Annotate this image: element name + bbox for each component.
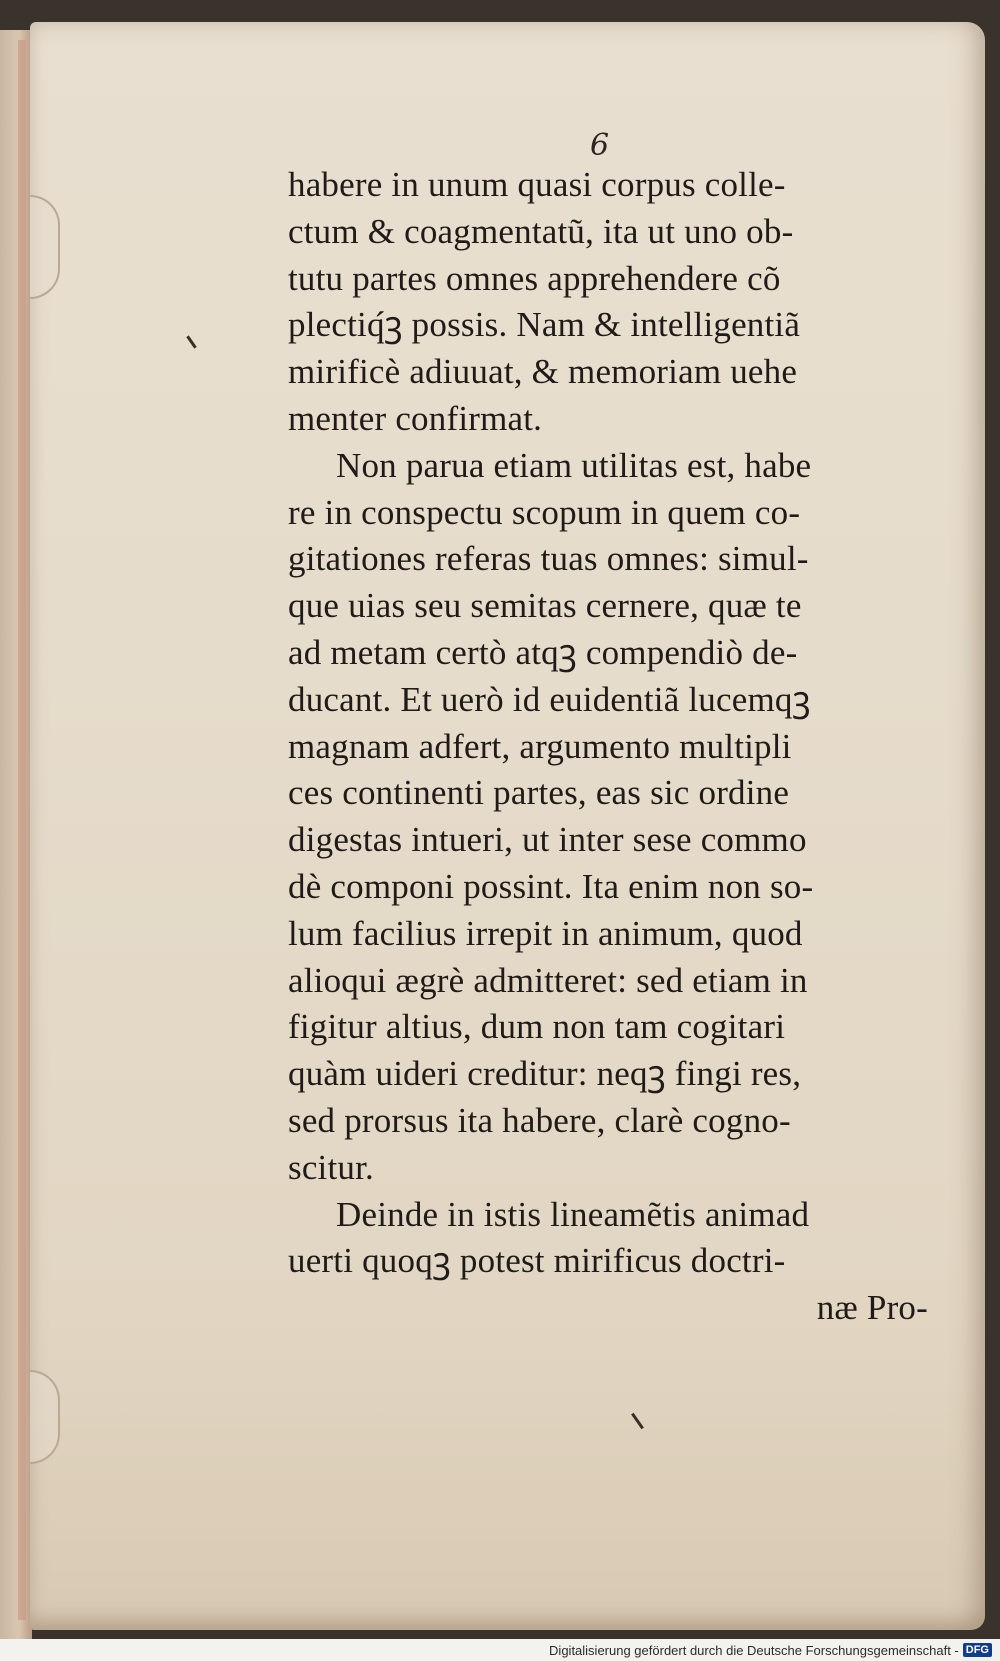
text-line: uerti quoqꝫ potest mirificus doctri-	[288, 1241, 786, 1281]
text-line: ces continenti partes, eas sic ordine	[288, 773, 790, 813]
catchword-line: næ Pro-	[816, 1288, 928, 1328]
folio-number: 6	[590, 128, 610, 163]
text-line: ducant. Et uerò id euidentiã lucemqꝫ	[288, 679, 811, 719]
text-line: que uias seu semitas cernere, quæ te	[288, 586, 802, 626]
text-line: digestas intueri, ut inter sese commo	[288, 820, 807, 860]
digitization-footer	[0, 1639, 1000, 1661]
footer-text: Digitalisierung gefördert durch die Deutsche Forschungsgemeinschaft -	[549, 1642, 959, 1658]
text-line: quàm uideri creditur: neqꝫ fingi res,	[288, 1054, 802, 1094]
text-line: mirificè adiuuat, & memoriam uehe	[288, 352, 798, 392]
text-line: sed prorsus ita habere, clarè cogno-	[288, 1100, 791, 1140]
dfg-logo: DFG	[963, 1643, 992, 1657]
text-line: figitur altius, dum non tam cogitari	[288, 1007, 786, 1047]
text-line: dè componi possint. Ita enim non so-	[288, 866, 814, 906]
paragraph-start-line: Deinde in istis lineamẽtis animad	[336, 1194, 810, 1234]
body-text	[288, 162, 938, 1332]
text-line: menter confirmat.	[288, 398, 543, 438]
text-line: tutu partes omnes apprehendere cõ	[288, 258, 781, 298]
text-line: ctum & coagmentatũ, ita ut uno ob-	[288, 211, 794, 251]
text-line: plectiq́ꝫ possis. Nam & intelligentiã	[288, 305, 801, 345]
text-line: magnam adfert, argumento multipli	[288, 726, 792, 766]
previous-leaf-edge	[0, 30, 32, 1640]
text-line: lum facilius irrepit in animum, quod	[288, 913, 803, 953]
text-line: alioqui ægrè admitteret: sed etiam in	[288, 960, 808, 1000]
text-line: ad metam certò atqꝫ compendiò de-	[288, 632, 798, 672]
text-line: habere in unum quasi corpus colle-	[288, 165, 786, 204]
text-line: gitationes referas tuas omnes: simul-	[288, 539, 809, 579]
leaf-edge-stain	[18, 40, 26, 1620]
page-clip-top	[30, 195, 60, 299]
text-line: scitur.	[288, 1147, 374, 1187]
paragraph-start-line: Non parua etiam utilitas est, habe	[336, 445, 812, 485]
text-line: re in conspectu scopum in quem co-	[288, 492, 801, 532]
